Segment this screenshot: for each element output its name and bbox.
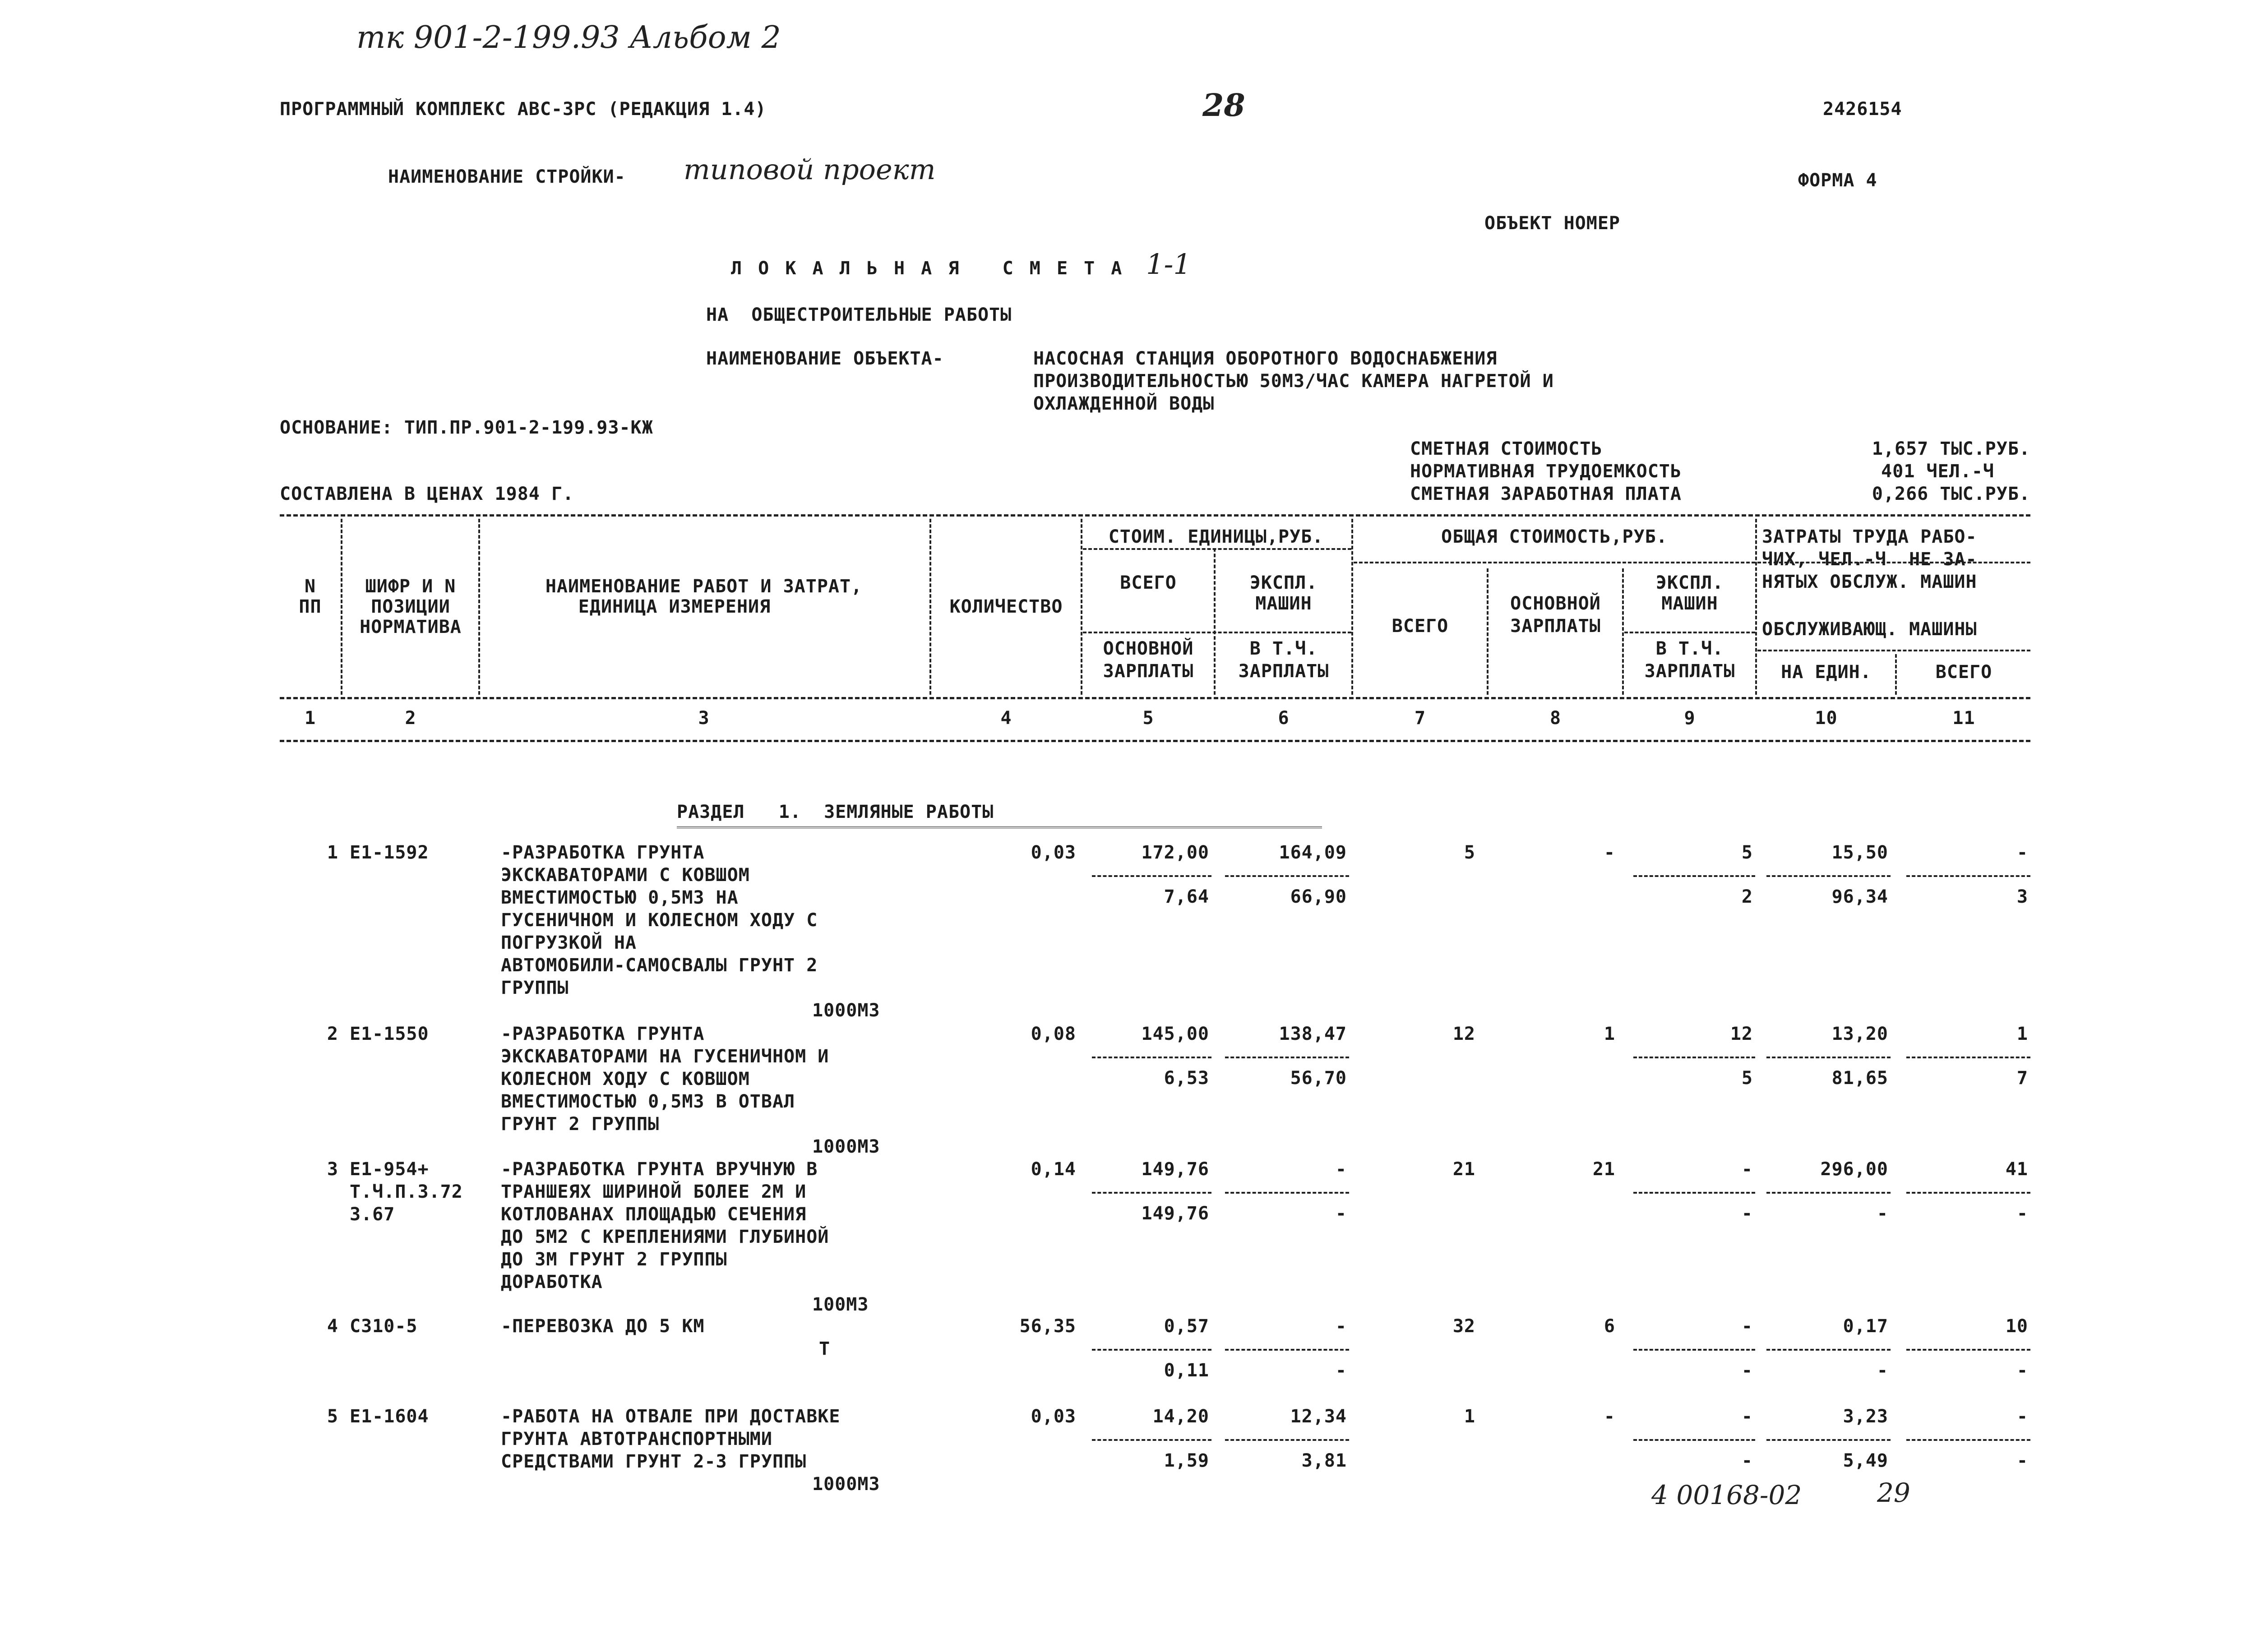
row-unit-ekspl: 12,34 bbox=[1290, 1406, 1347, 1427]
row-unit-base-salary: 149,76 bbox=[1141, 1203, 1209, 1224]
object-label: НАИМЕНОВАНИЕ ОБЪЕКТА- bbox=[706, 348, 944, 369]
row-unit-base-salary: 7,64 bbox=[1164, 886, 1209, 907]
row-unit-total: 14,20 bbox=[1152, 1406, 1209, 1427]
col-divider bbox=[1622, 568, 1624, 695]
handwritten-top-note: тк 901-2-199.93 Альбом 2 bbox=[356, 20, 781, 55]
header-pp: ПП bbox=[299, 596, 322, 617]
section-underline bbox=[677, 826, 1322, 831]
row-labor-total: - bbox=[2016, 842, 2028, 863]
value-separator bbox=[1225, 1192, 1349, 1194]
row-unit-ekspl: - bbox=[1335, 1159, 1347, 1180]
value-separator bbox=[1092, 1439, 1211, 1441]
row-labor-obsl-unit: - bbox=[1877, 1360, 1888, 1381]
table-numbers-rule bbox=[280, 740, 2030, 742]
row-unit-ekspl: 164,09 bbox=[1279, 842, 1347, 863]
row-unit-ekspl: 138,47 bbox=[1279, 1024, 1347, 1044]
row-name-line: -РАЗРАБОТКА ГРУНТА bbox=[501, 842, 705, 863]
row-unit-vtch-salary: 66,90 bbox=[1290, 886, 1347, 907]
header-total-base-1: ОСНОВНОЙ bbox=[1510, 593, 1601, 614]
row-name-line: -РАЗРАБОТКА ГРУНТА bbox=[501, 1024, 705, 1044]
row-name-line: ДО 5М2 С КРЕПЛЕНИЯМИ ГЛУБИНОЙ bbox=[501, 1227, 829, 1247]
row-unit: 1000М3 bbox=[812, 1474, 880, 1495]
col-divider bbox=[341, 519, 342, 695]
col-number-8: 8 bbox=[1549, 708, 1562, 729]
header-unit-ekspl-2: МАШИН bbox=[1255, 593, 1312, 614]
row-name-line: ПОГРУЗКОЙ НА bbox=[501, 932, 637, 953]
row-code: С310-5 bbox=[350, 1316, 418, 1337]
row-total-vtch-salary: - bbox=[1741, 1360, 1753, 1381]
header-total-ekspl-1: ЭКСПЛ. bbox=[1655, 572, 1724, 593]
value-separator bbox=[1766, 1349, 1891, 1351]
row-code: Т.Ч.П.3.72 bbox=[350, 1181, 463, 1202]
header-n: N bbox=[304, 576, 316, 597]
row-unit-vtch-salary: 56,70 bbox=[1290, 1068, 1347, 1089]
subheader-rule bbox=[1083, 632, 1351, 633]
summary-label-cost: СМЕТНАЯ СТОИМОСТЬ bbox=[1410, 438, 1603, 459]
row-total-ekspl: 5 bbox=[1741, 842, 1753, 863]
row-total-ekspl: - bbox=[1741, 1406, 1753, 1427]
table-top-rule bbox=[280, 514, 2030, 517]
handwritten-project: типовой проект bbox=[684, 153, 936, 186]
col-number-11: 11 bbox=[1952, 708, 1975, 729]
row-name-line: КОЛЕСНОМ ХОДУ С КОВШОМ bbox=[501, 1069, 750, 1089]
header-code-3: НОРМАТИВА bbox=[360, 617, 462, 637]
row-number: 5 bbox=[327, 1406, 338, 1427]
object-line-1: НАСОСНАЯ СТАНЦИЯ ОБОРОТНОГО ВОДОСНАБЖЕНИЯ bbox=[1033, 348, 1498, 369]
col-number-3: 3 bbox=[698, 708, 710, 729]
row-total: 5 bbox=[1464, 842, 1475, 863]
header-total-all: ВСЕГО bbox=[1392, 616, 1449, 637]
row-total: 1 bbox=[1464, 1406, 1475, 1427]
row-number: 2 bbox=[327, 1024, 338, 1044]
row-unit: 100М3 bbox=[812, 1294, 869, 1315]
section-title: РАЗДЕЛ 1. ЗЕМЛЯНЫЕ РАБОТЫ bbox=[677, 802, 994, 822]
row-labor-obsl-unit: 96,34 bbox=[1831, 886, 1888, 907]
row-total: 32 bbox=[1452, 1316, 1475, 1337]
document-code: 2426154 bbox=[1823, 99, 1902, 120]
value-separator bbox=[1633, 1057, 1755, 1058]
row-total: 21 bbox=[1452, 1159, 1475, 1180]
row-labor-obsl-unit: - bbox=[1877, 1203, 1888, 1224]
row-unit-base-salary: 1,59 bbox=[1164, 1450, 1209, 1471]
summary-label-salary: СМЕТНАЯ ЗАРАБОТНАЯ ПЛАТА bbox=[1410, 484, 1682, 504]
row-name-line: ЭКСКАВАТОРАМИ НА ГУСЕНИЧНОМ И bbox=[501, 1046, 829, 1067]
value-separator bbox=[1906, 875, 2030, 877]
row-total: 12 bbox=[1452, 1024, 1475, 1044]
row-labor-unit: 13,20 bbox=[1831, 1024, 1888, 1044]
row-name-line: СРЕДСТВАМИ ГРУНТ 2-3 ГРУППЫ bbox=[501, 1451, 807, 1472]
row-total-ekspl: - bbox=[1741, 1316, 1753, 1337]
row-total-base: 1 bbox=[1604, 1024, 1615, 1044]
row-name-line: ГРУНТА АВТОТРАНСПОРТНЫМИ bbox=[501, 1429, 772, 1449]
row-name-line: ГРУППЫ bbox=[501, 978, 569, 998]
row-labor-unit: 3,23 bbox=[1843, 1406, 1888, 1427]
row-name-line: ДОРАБОТКА bbox=[501, 1272, 603, 1292]
row-name-line: ТРАНШЕЯХ ШИРИНОЙ БОЛЕЕ 2М И bbox=[501, 1181, 807, 1202]
row-name-line: ГУСЕНИЧНОМ И КОЛЕСНОМ ХОДУ С bbox=[501, 910, 818, 931]
summary-value-salary: 0,266 ТЫС.РУБ. bbox=[1872, 484, 2030, 504]
row-quantity: 0,03 bbox=[1031, 1406, 1076, 1427]
row-name-line: АВТОМОБИЛИ-САМОСВАЛЫ ГРУНТ 2 bbox=[501, 955, 818, 976]
row-labor-total: 10 bbox=[2005, 1316, 2028, 1337]
value-separator bbox=[1092, 1057, 1211, 1058]
col-divider bbox=[1081, 519, 1082, 695]
value-separator bbox=[1633, 1439, 1755, 1441]
header-labor-obsl: ОБСЛУЖИВАЮЩ. МАШИНЫ bbox=[1762, 619, 1977, 640]
row-unit-total: 172,00 bbox=[1141, 842, 1209, 863]
header-unit-ekspl-1: ЭКСПЛ. bbox=[1249, 572, 1318, 593]
row-total-vtch-salary: 5 bbox=[1741, 1068, 1753, 1089]
col-number-6: 6 bbox=[1278, 708, 1290, 729]
header-name-2: ЕДИНИЦА ИЗМЕРЕНИЯ bbox=[578, 596, 771, 617]
row-total-base: - bbox=[1604, 1406, 1615, 1427]
col-number-9: 9 bbox=[1684, 708, 1696, 729]
header-unit-cost: СТОИМ. ЕДИНИЦЫ,РУБ. bbox=[1108, 526, 1324, 547]
subheader-rule bbox=[1624, 632, 1755, 633]
row-labor-unit: 15,50 bbox=[1831, 842, 1888, 863]
header-labor-3: НЯТЫХ ОБСЛУЖ. МАШИН bbox=[1762, 572, 1977, 592]
row-name-line: -ПЕРЕВОЗКА ДО 5 КМ bbox=[501, 1316, 705, 1337]
row-total-vtch-salary: - bbox=[1741, 1203, 1753, 1224]
row-labor-obsl-total: - bbox=[2016, 1360, 2028, 1381]
row-quantity: 56,35 bbox=[1019, 1316, 1076, 1337]
row-total-base: 21 bbox=[1592, 1159, 1615, 1180]
row-name-line: ЭКСКАВАТОРАМИ С КОВШОМ bbox=[501, 865, 750, 886]
object-line-2: ПРОИЗВОДИТЕЛЬНОСТЬЮ 50М3/ЧАС КАМЕРА НАГРЕТОЙ И bbox=[1033, 371, 1554, 392]
row-code: 3.67 bbox=[350, 1204, 395, 1225]
row-unit-base-salary: 6,53 bbox=[1164, 1068, 1209, 1089]
row-labor-unit: 0,17 bbox=[1843, 1316, 1888, 1337]
forma-label: ФОРМА 4 bbox=[1798, 170, 1877, 191]
row-total-base: 6 bbox=[1604, 1316, 1615, 1337]
col-divider bbox=[1487, 568, 1489, 695]
header-code-1: ШИФР И N bbox=[365, 576, 456, 597]
object-line-3: ОХЛАЖДЕННОЙ ВОДЫ bbox=[1033, 393, 1215, 414]
header-unit-vtch-1: В Т.Ч. bbox=[1249, 638, 1318, 659]
value-separator bbox=[1906, 1439, 2030, 1441]
row-labor-obsl-total: - bbox=[2016, 1450, 2028, 1471]
row-code: Е1-1592 bbox=[350, 842, 429, 863]
row-unit-ekspl: - bbox=[1335, 1316, 1347, 1337]
col-divider bbox=[1351, 519, 1353, 695]
row-unit-total: 0,57 bbox=[1164, 1316, 1209, 1337]
header-labor-2: ЧИХ, ЧЕЛ.-Ч НЕ ЗА- bbox=[1762, 549, 1977, 570]
row-unit-total: 149,76 bbox=[1141, 1159, 1209, 1180]
summary-label-labor: НОРМАТИВНАЯ ТРУДОЕМКОСТЬ bbox=[1410, 461, 1682, 482]
header-total-vtch-1: В Т.Ч. bbox=[1655, 638, 1724, 659]
header-code-2: ПОЗИЦИИ bbox=[371, 596, 450, 617]
row-number: 4 bbox=[327, 1316, 338, 1337]
row-total-vtch-salary: - bbox=[1741, 1450, 1753, 1471]
header-unit-total: ВСЕГО bbox=[1120, 572, 1177, 593]
col-number-7: 7 bbox=[1414, 708, 1426, 729]
summary-value-cost: 1,657 ТЫС.РУБ. bbox=[1872, 438, 2030, 459]
col-number-5: 5 bbox=[1142, 708, 1154, 729]
row-labor-obsl-total: 3 bbox=[2016, 886, 2028, 907]
value-separator bbox=[1633, 1192, 1755, 1194]
row-name-line: ВМЕСТИМОСТЬЮ 0,5М3 В ОТВАЛ bbox=[501, 1091, 795, 1112]
value-separator bbox=[1225, 1349, 1349, 1351]
value-separator bbox=[1766, 875, 1891, 877]
row-code: Е1-1550 bbox=[350, 1024, 429, 1044]
row-unit: 1000М3 bbox=[812, 1136, 880, 1157]
value-separator bbox=[1633, 875, 1755, 877]
row-labor-obsl-total: - bbox=[2016, 1203, 2028, 1224]
row-unit-vtch-salary: - bbox=[1335, 1360, 1347, 1381]
row-labor-obsl-total: 7 bbox=[2016, 1068, 2028, 1089]
row-unit-vtch-salary: - bbox=[1335, 1203, 1347, 1224]
col-number-10: 10 bbox=[1815, 708, 1838, 729]
row-code: Е1-1604 bbox=[350, 1406, 429, 1427]
col-number-4: 4 bbox=[1000, 708, 1012, 729]
col-divider bbox=[1895, 654, 1897, 695]
header-total-vtch-2: ЗАРПЛАТЫ bbox=[1644, 661, 1735, 682]
col-divider bbox=[1214, 548, 1216, 695]
header-total-base-2: ЗАРПЛАТЫ bbox=[1510, 616, 1601, 637]
row-number: 3 bbox=[327, 1159, 338, 1180]
row-labor-total: - bbox=[2016, 1406, 2028, 1427]
header-labor-1: ЗАТРАТЫ ТРУДА РАБО- bbox=[1762, 526, 1977, 547]
value-separator bbox=[1633, 1349, 1755, 1351]
row-name-line: ГРУНТ 2 ГРУППЫ bbox=[501, 1114, 660, 1135]
row-name-line: ДО 3М ГРУНТ 2 ГРУППЫ bbox=[501, 1249, 727, 1270]
row-labor-obsl-unit: 5,49 bbox=[1843, 1450, 1888, 1471]
value-separator bbox=[1225, 875, 1349, 877]
prices-year: СОСТАВЛЕНА В ЦЕНАХ 1984 Г. bbox=[280, 484, 574, 504]
stroika-label: НАИМЕНОВАНИЕ СТРОЙКИ- bbox=[388, 166, 626, 187]
col-divider bbox=[478, 519, 480, 695]
handwritten-bottom-note: 4 00168-02 bbox=[1651, 1480, 1802, 1510]
row-unit-total: 145,00 bbox=[1141, 1024, 1209, 1044]
header-unit-base-1: ОСНОВНОЙ bbox=[1103, 638, 1194, 659]
row-labor-obsl-unit: 81,65 bbox=[1831, 1068, 1888, 1089]
row-unit-vtch-salary: 3,81 bbox=[1301, 1450, 1347, 1471]
row-code: Е1-954+ bbox=[350, 1159, 429, 1180]
col-divider bbox=[1755, 519, 1757, 695]
row-quantity: 0,03 bbox=[1031, 842, 1076, 863]
header-labor-unit: НА ЕДИН. bbox=[1781, 662, 1872, 683]
row-labor-unit: 296,00 bbox=[1820, 1159, 1888, 1180]
col-divider bbox=[929, 519, 931, 695]
row-labor-total: 1 bbox=[2016, 1024, 2028, 1044]
value-separator bbox=[1092, 1192, 1211, 1194]
row-unit: Т bbox=[819, 1338, 831, 1359]
smeta-title: Л О К А Л Ь Н А Я С М Е Т А bbox=[731, 258, 1125, 279]
value-separator bbox=[1092, 875, 1211, 877]
basis: ОСНОВАНИЕ: ТИП.ПР.901-2-199.93-КЖ bbox=[280, 417, 653, 438]
row-labor-total: 41 bbox=[2005, 1159, 2028, 1180]
value-separator bbox=[1092, 1349, 1211, 1351]
subheader-rule bbox=[1083, 548, 1351, 550]
value-separator bbox=[1766, 1192, 1891, 1194]
handwritten-bottom-number: 29 bbox=[1877, 1477, 1910, 1508]
row-total-vtch-salary: 2 bbox=[1741, 886, 1753, 907]
value-separator bbox=[1906, 1349, 2030, 1351]
value-separator bbox=[1766, 1439, 1891, 1441]
value-separator bbox=[1906, 1192, 2030, 1194]
handwritten-smeta-number: 1-1 bbox=[1146, 248, 1191, 281]
header-unit-vtch-2: ЗАРПЛАТЫ bbox=[1238, 661, 1329, 682]
summary-value-labor: 401 ЧЕЛ.-Ч bbox=[1881, 461, 1994, 482]
value-separator bbox=[1225, 1057, 1349, 1058]
value-separator bbox=[1225, 1439, 1349, 1441]
row-total-ekspl: 12 bbox=[1730, 1024, 1753, 1044]
row-unit: 1000М3 bbox=[812, 1000, 880, 1021]
work-type: НА ОБЩЕСТРОИТЕЛЬНЫЕ РАБОТЫ bbox=[706, 305, 1012, 325]
row-name-line: КОТЛОВАНАХ ПЛОЩАДЬЮ СЕЧЕНИЯ bbox=[501, 1204, 807, 1225]
header-total-cost: ОБЩАЯ СТОИМОСТЬ,РУБ. bbox=[1441, 526, 1668, 547]
row-number: 1 bbox=[327, 842, 338, 863]
col-number-2: 2 bbox=[405, 708, 416, 729]
value-separator bbox=[1906, 1057, 2030, 1058]
row-name-line: -РАБОТА НА ОТВАЛЕ ПРИ ДОСТАВКЕ bbox=[501, 1406, 841, 1427]
table-header-rule bbox=[280, 697, 2030, 699]
row-unit-base-salary: 0,11 bbox=[1164, 1360, 1209, 1381]
row-total-base: - bbox=[1604, 842, 1615, 863]
row-name-line: -РАЗРАБОТКА ГРУНТА ВРУЧНУЮ В bbox=[501, 1159, 818, 1180]
row-quantity: 0,08 bbox=[1031, 1024, 1076, 1044]
row-name-line: ВМЕСТИМОСТЬЮ 0,5М3 НА bbox=[501, 887, 739, 908]
header-name-1: НАИМЕНОВАНИЕ РАБОТ И ЗАТРАТ, bbox=[545, 576, 863, 597]
header-qty: КОЛИЧЕСТВО bbox=[949, 596, 1063, 617]
object-number: ОБЪЕКТ НОМЕР bbox=[1484, 213, 1620, 234]
subheader-rule bbox=[1757, 650, 2030, 651]
header-total-ekspl-2: МАШИН bbox=[1661, 593, 1718, 614]
row-total-ekspl: - bbox=[1741, 1159, 1753, 1180]
subheader-rule bbox=[1354, 562, 1755, 563]
col-number-1: 1 bbox=[304, 708, 316, 729]
header-labor-total: ВСЕГО bbox=[1935, 662, 1992, 683]
value-separator bbox=[1766, 1057, 1891, 1058]
software-name: ПРОГРАММНЫЙ КОМПЛЕКС АВС-ЗРС (РЕДАКЦИЯ 1.4) bbox=[280, 99, 767, 120]
page-number: 28 bbox=[1202, 88, 1245, 124]
row-quantity: 0,14 bbox=[1031, 1159, 1076, 1180]
header-unit-base-2: ЗАРПЛАТЫ bbox=[1103, 661, 1194, 682]
